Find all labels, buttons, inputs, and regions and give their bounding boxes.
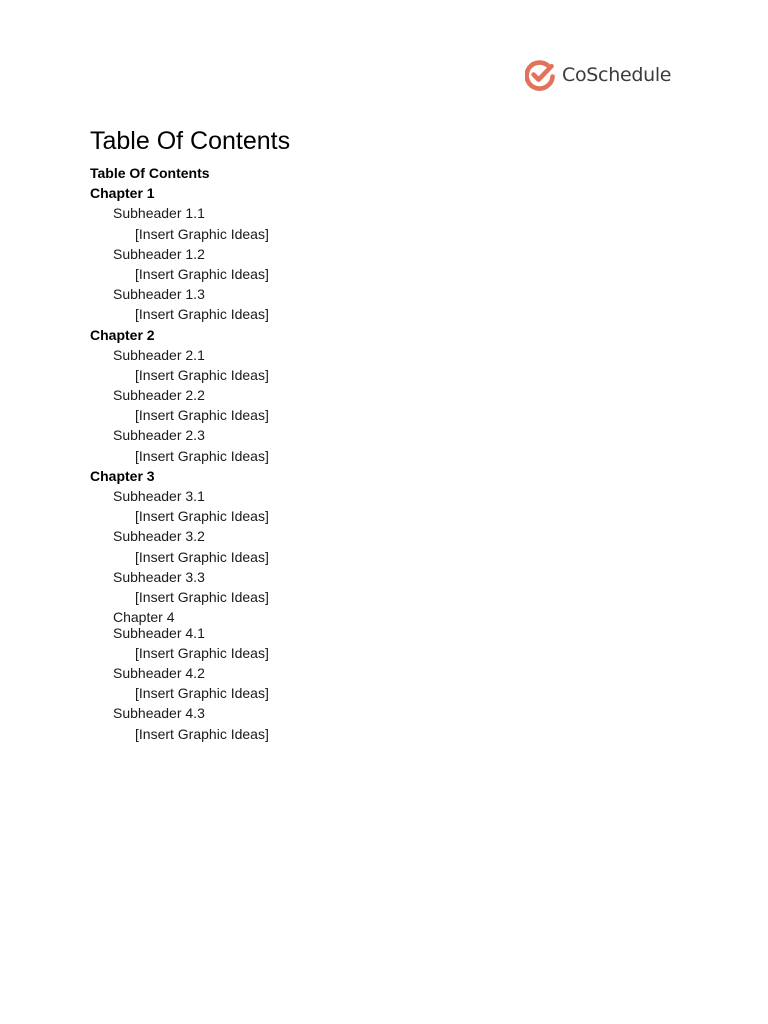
page-title: Table Of Contents — [90, 127, 291, 155]
subheader: Subheader 1.3 — [113, 286, 205, 303]
toc-heading: Table Of Contents — [90, 165, 210, 181]
subheader: Subheader 2.2 — [113, 387, 205, 404]
subheader: Subheader 3.2 — [113, 528, 205, 545]
subheader: Subheader 2.1 — [113, 346, 205, 363]
graphic-placeholder: [Insert Graphic Ideas] — [135, 407, 269, 424]
subheader: Subheader 2.3 — [113, 427, 205, 444]
graphic-placeholder: [Insert Graphic Ideas] — [135, 644, 269, 661]
brand-name: CoSchedule — [562, 64, 672, 86]
subheader: Subheader 1.1 — [113, 205, 205, 222]
graphic-placeholder: [Insert Graphic Ideas] — [135, 366, 269, 383]
graphic-placeholder: [Insert Graphic Ideas] — [135, 508, 269, 525]
graphic-placeholder: [Insert Graphic Ideas] — [135, 685, 269, 702]
check-circle-icon — [525, 59, 555, 91]
graphic-placeholder: [Insert Graphic Ideas] — [135, 725, 269, 742]
table-of-contents — [90, 163, 690, 744]
graphic-placeholder: [Insert Graphic Ideas] — [135, 225, 269, 242]
graphic-placeholder: [Insert Graphic Ideas] — [135, 548, 269, 565]
chapter-heading: Chapter 4 — [113, 609, 175, 626]
coschedule-logo — [525, 58, 671, 92]
graphic-placeholder: [Insert Graphic Ideas] — [135, 265, 269, 282]
chapter-heading: Chapter 2 — [90, 326, 155, 343]
chapter-heading: Chapter 1 — [90, 185, 155, 202]
subheader: Subheader 3.1 — [113, 488, 205, 504]
subheader: Subheader 3.3 — [113, 568, 205, 585]
subheader: Subheader 4.3 — [113, 705, 205, 722]
graphic-placeholder: [Insert Graphic Ideas] — [135, 447, 269, 464]
graphic-placeholder: [Insert Graphic Ideas] — [135, 588, 269, 605]
subheader: Subheader 4.2 — [113, 665, 205, 682]
chapter-heading: Chapter 3 — [90, 467, 155, 484]
subheader: Subheader 4.1 — [113, 624, 205, 641]
graphic-placeholder: [Insert Graphic Ideas] — [135, 306, 269, 323]
subheader: Subheader 1.2 — [113, 245, 205, 262]
